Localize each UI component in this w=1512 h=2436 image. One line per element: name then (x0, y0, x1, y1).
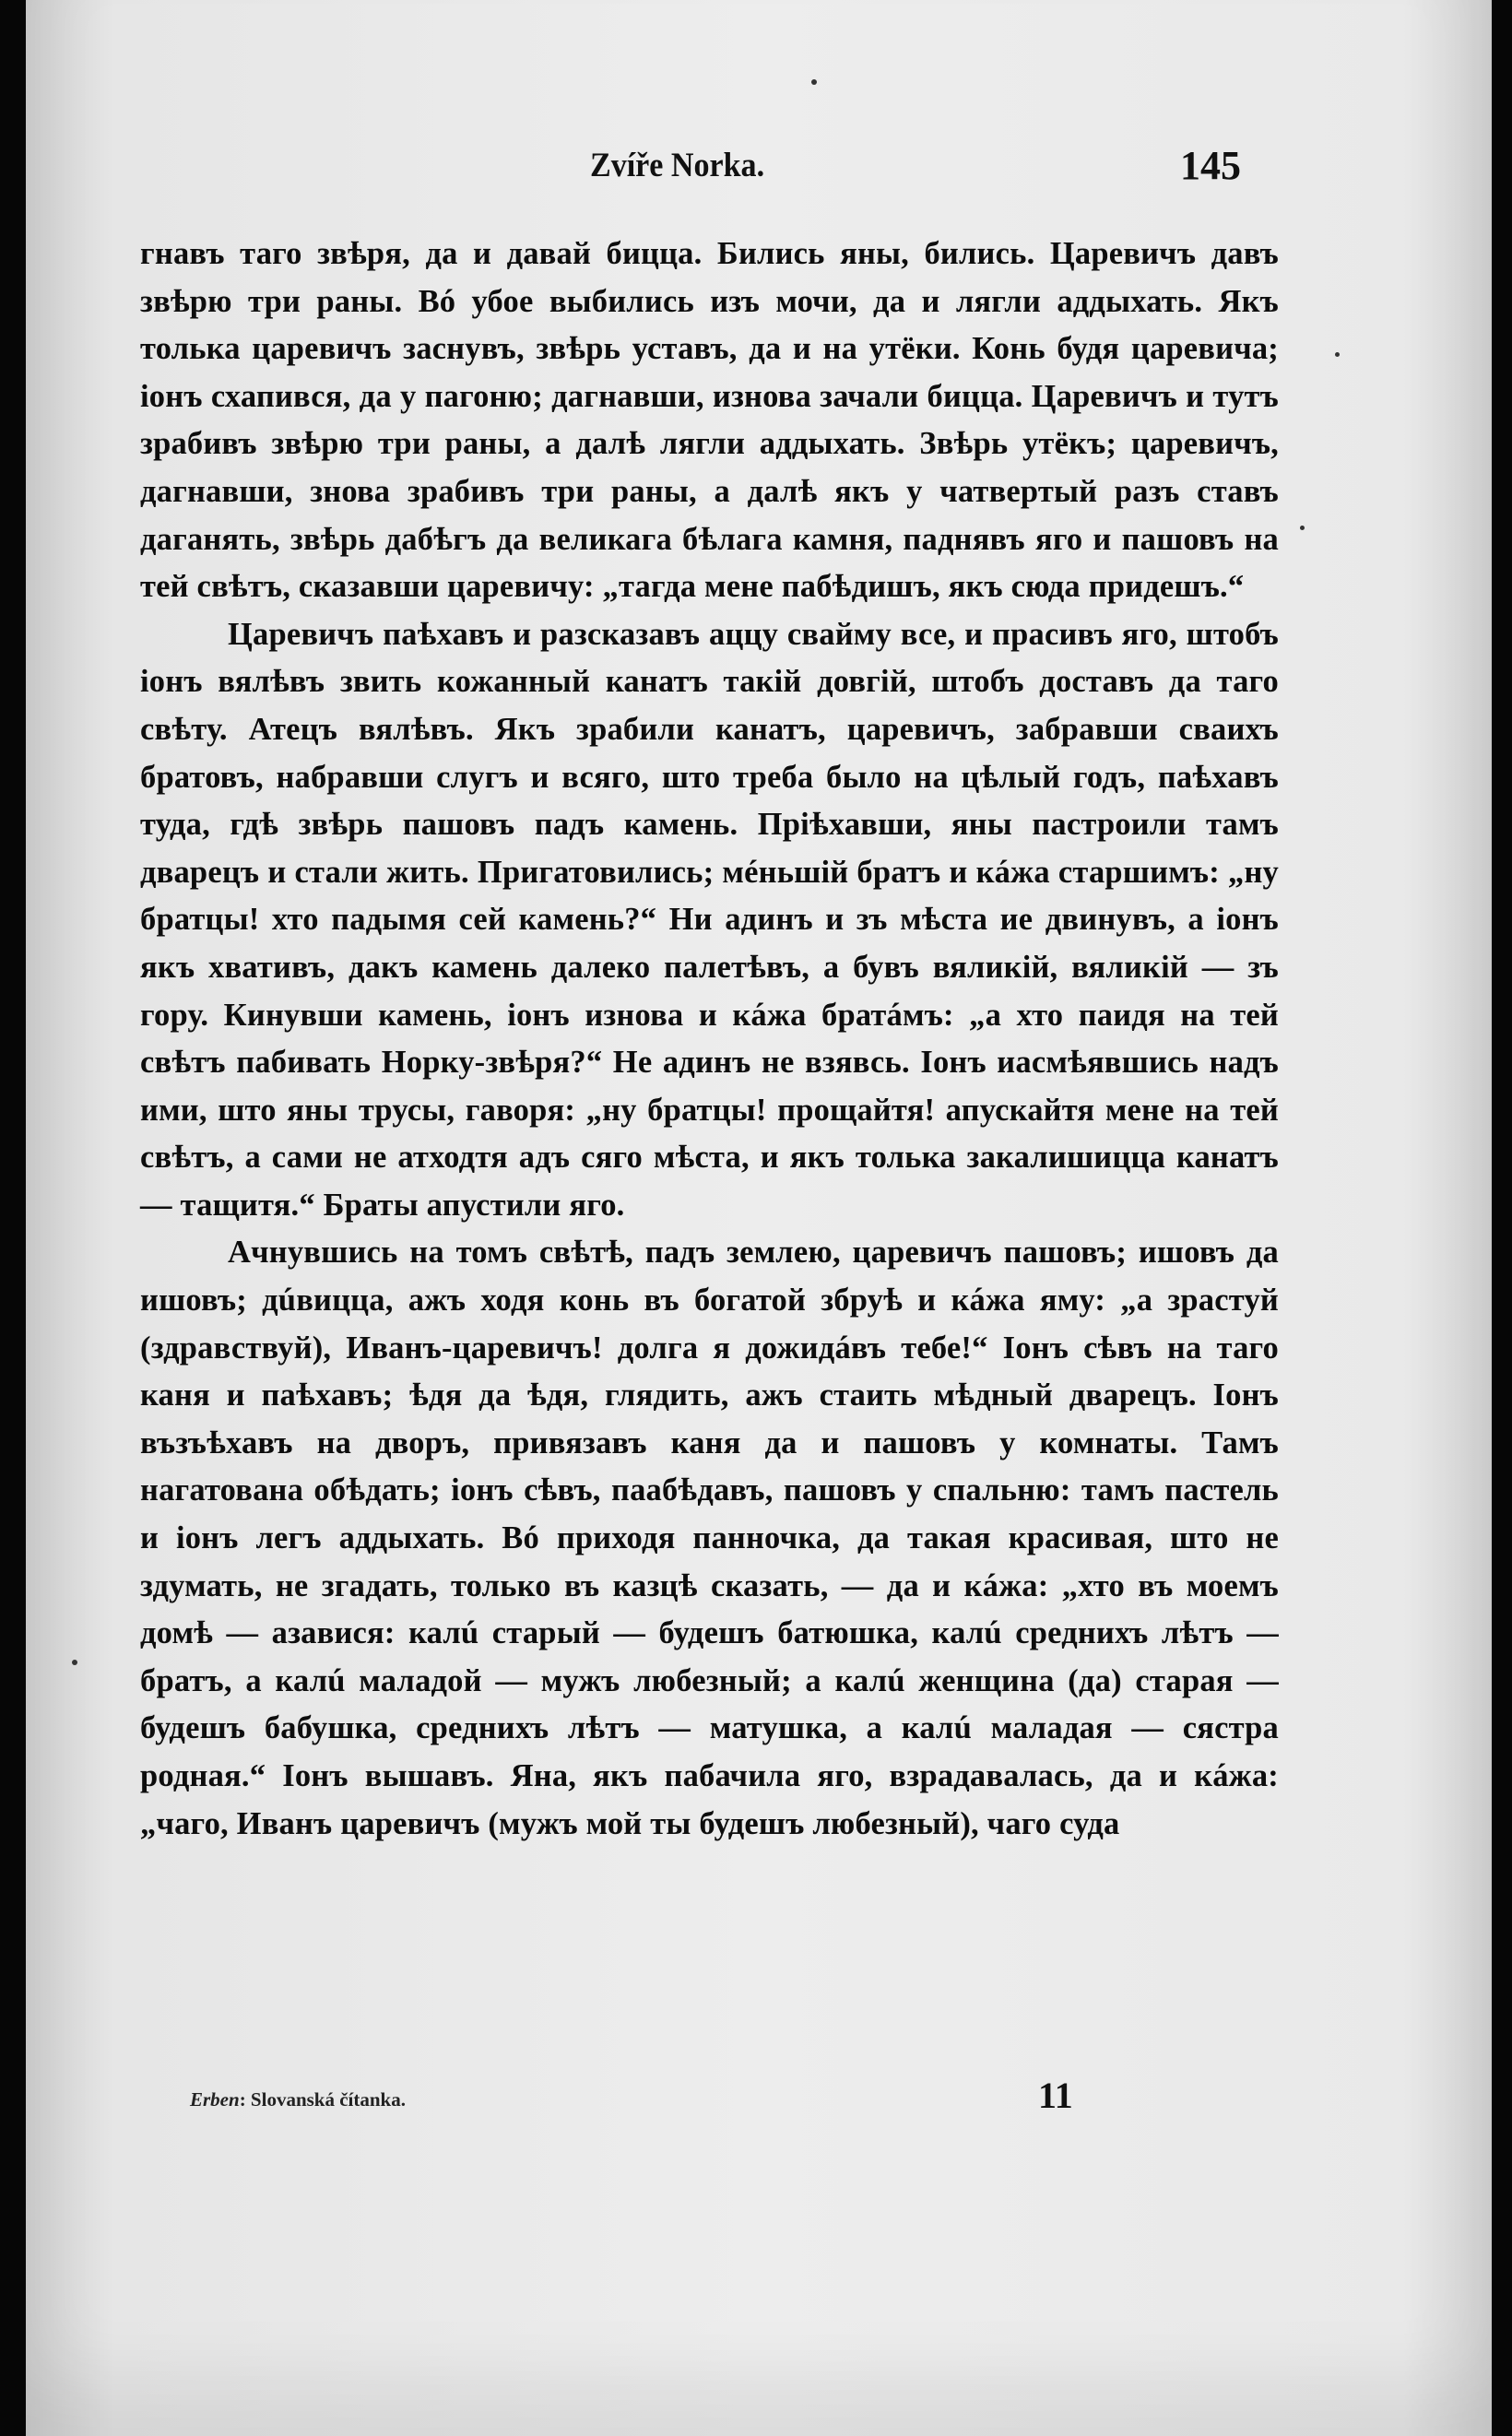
paragraph-2: Царевичъ паѣхавъ и разсказавъ аццу свайму все, и прасивъ яго, штобъ іонъ вялѣвъ звить кожанный канатъ такій довгій, штобъ доставъ да таго свѣту. Атецъ вялѣвъ. Якъ зрабили канатъ, царевичъ, забравши сваихъ братовъ, набравши слугъ и всяго, што треба было на цѣлый годъ, паѣхавъ туда, гдѣ звѣрь пашовъ падъ камень. Пріѣхавши, яны пастроили тамъ дварецъ и стали жить. Пригатовились; мéньшій братъ и кáжа старшимъ: „ну братцы! хто падымя сей камень?“ Ни адинъ и зъ мѣста ие двинувъ, а іонъ якъ хвативъ, дакъ камень далеко палетѣвъ, а бувъ вяликій, вяликій — зъ гору. Кинувши камень, іонъ изнова и кáжа братáмъ: „а хто паидя на тей свѣтъ пабивать Норку-звѣря?“ Не адинъ не взявсь. Іонъ иасмѣявшись надъ ими, што яны трусы, гаворя: „ну братцы! прощайтя! апускайтя мене на тей свѣтъ, а сами не атходтя адъ сяго мѣста, и якъ толька закалишицца канатъ — тащитя.“ Браты апустили яго. (140, 616, 1279, 1223)
paragraph-1: гнавъ таго звѣря, да и давай бицца. Бились яны, бились. Царевичъ давъ звѣрю три раны. Вó убое выбились изъ мочи, да и лягли аддыхать. Якъ толька царевичъ заснувъ, звѣрь уставъ, да и на утёки. Конь будя царевича; іонъ схапився, да у пагоню; дагнавши, изнова зачали бицца. Царевичъ и тутъ зрабивъ звѣрю три раны, а далѣ лягли аддыхать. Звѣрь утёкъ; царевичъ, дагнавши, знова зрабивъ три раны, а далѣ якъ у чатвертый разъ ставъ даганять, звѣрь дабѣгъ да великага бѣлага камня, паднявъ яго и пашовъ на тей свѣтъ, сказавши царевичу: „тагда мене пабѣдишъ, якъ сюда придешъ.“ (140, 236, 1279, 605)
signature-title: : Slovanská čítanka. (239, 2088, 406, 2111)
page-header (26, 143, 1492, 192)
scan-speck (72, 1660, 77, 1665)
book-page (26, 0, 1492, 2436)
page-footer (26, 2075, 1492, 2125)
body-text (140, 231, 1279, 1848)
sheet-number: 11 (1038, 2075, 1073, 2116)
scan-speck (1300, 526, 1305, 530)
paragraph-3: Ачнувшись на томъ свѣтѣ, падъ землею, царевичъ пашовъ; ишовъ да ишовъ; дúвицца, ажъ ходя конь въ богатой збруѣ и кáжа яму: „а зрастуй (здравствуй), Иванъ-царевичъ! долга я дожидáвъ тебе!“ Іонъ сѣвъ на таго каня и паѣхавъ; ѣдя да ѣдя, глядить, ажъ стаить мѣдный дварецъ. Іонъ възъѣхавъ на дворъ, привязавъ каня да и пашовъ у комнаты. Тамъ нагатована обѣдать; іонъ сѣвъ, паабѣдавъ, пашовъ у спальню: тамъ пастель и іонъ легъ аддыхать. Вó приходя панночка, да такая красивая, што не здумать, не згадать, только въ казцѣ сказать, — да и кáжа: „хто въ моемъ домѣ — азавися: калú старый — будешъ батюшка, калú среднихъ лѣтъ — братъ, а калú маладой — мужъ любезный; а калú женщина (да) старая — будешъ бабушка, среднихъ лѣтъ — матушка, а калú маладая — сястра родная.“ Іонъ вышавъ. Яна, якъ пабачила яго, взрадавалась, да и кáжа: „чаго, Иванъ царевичъ (мужъ мой ты будешъ любезный), чаго суда (140, 1235, 1279, 1841)
scan-speck (811, 79, 817, 85)
scan-speck (1335, 352, 1340, 357)
printer-signature (190, 2088, 406, 2111)
page-number: 145 (1180, 143, 1241, 188)
signature-author: Erben (190, 2088, 240, 2111)
running-title: Zvíře Norka. (590, 147, 765, 184)
